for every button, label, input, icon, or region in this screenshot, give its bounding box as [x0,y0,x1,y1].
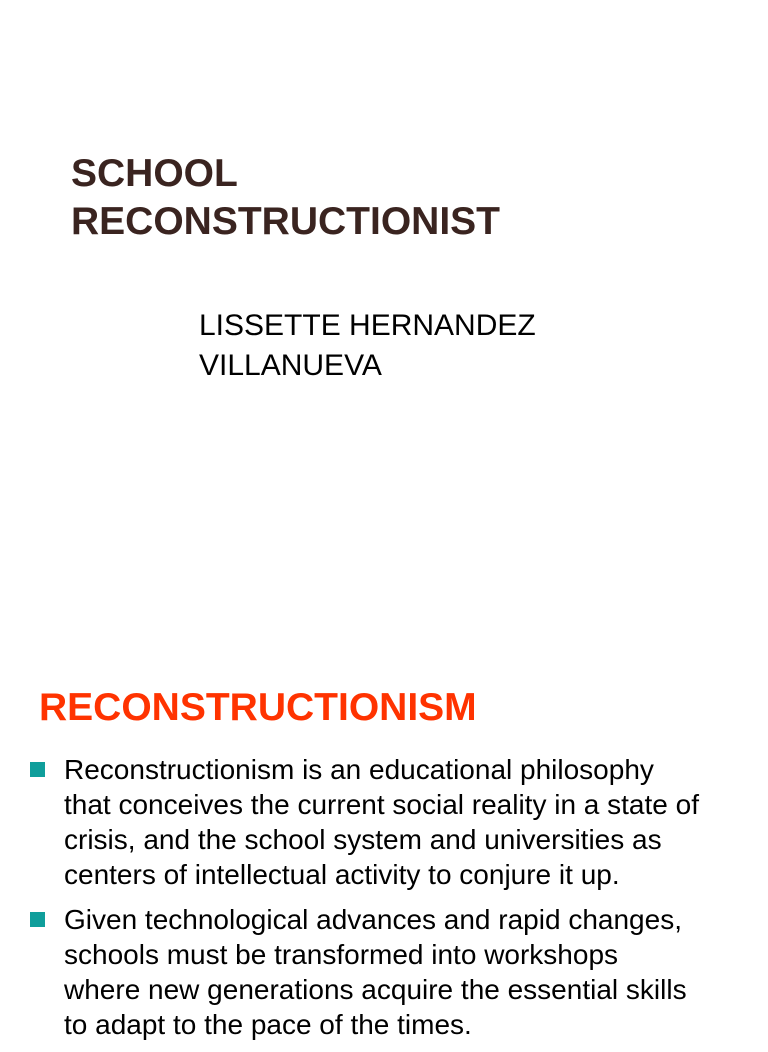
title-line: RECONSTRUCTIONIST [71,200,500,243]
author-line: LISSETTE HERNANDEZ [199,309,536,342]
bullet-item [0,902,754,1042]
square-bullet-icon [30,912,45,927]
bullet-line: Given technological advances and rapid changes, [64,904,682,935]
bullet-item [0,752,754,892]
section-heading: RECONSTRUCTIONISM [39,686,477,729]
bullet-line: crisis, and the school system and universities as [64,824,662,855]
slide-title-heading [71,150,721,246]
bullet-line: where new generations acquire the essential skills [64,974,687,1005]
bullet-line: centers of intellectual activity to conjure it up. [64,859,620,890]
bullet-line: schools must be transformed into workshops [64,939,619,970]
author-line: VILLANUEVA [199,349,382,382]
bullet-line: Reconstructionism is an educational philosophy [64,754,654,785]
bullet-line: that conceives the current social reality in a state of [64,789,699,820]
title-line: SCHOOL [71,152,238,195]
square-bullet-icon [30,762,45,777]
slide-content [0,576,768,1040]
bullet-text [64,752,754,892]
bullet-list [0,752,768,1052]
bullet-text [64,902,754,1042]
author-name [199,306,719,386]
bullet-line: to adapt to the pace of the times. [64,1009,472,1040]
